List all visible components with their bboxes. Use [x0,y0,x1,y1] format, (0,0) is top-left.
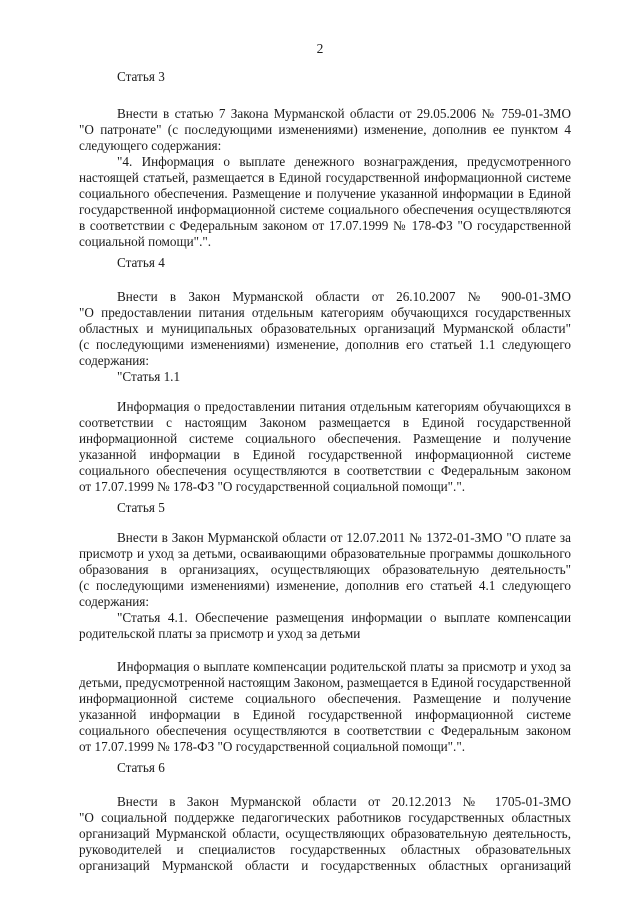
text-line: "О предоставлении питания отдельным категориям обучающихся государственных [79,305,571,320]
text-line: информационной системе социального обеспечения. Размещение и получение [79,691,571,706]
page-number: 2 [316,41,324,56]
text-line: государственной информационной системе социального обеспечения осуществляются [79,202,571,217]
text-line: родительской платы за присмотр и уход за детьми [79,626,361,641]
text-line: "Статья 1.1 [117,369,181,384]
text-line: от 17.07.1999 № 178-ФЗ "О государственной социальной помощи".". [79,739,466,754]
text-line: социального обеспечения. Размещение и получение указанной информации в Единой [79,186,571,201]
text-line: образования в организациях, осуществляющих образовательную деятельность" [79,562,571,577]
text-line: "О патронате" (с последующими изменениями) изменение, дополнив ее пунктом 4 [79,122,571,137]
text-line: указанной информации в Единой государственной информационной системе [79,707,571,722]
text-line: Внести в Закон Мурманской области от 12.07.2011 № 1372-01-ЗМО "О плате за [117,530,571,545]
article-heading: Статья 4 [117,255,165,270]
article-heading: Статья 6 [117,760,165,775]
text-line: социального обеспечения осуществляются в соответствии с Федеральным законом [79,463,571,478]
text-line: социального обеспечения осуществляются в соответствии с Федеральным законом [79,723,571,738]
text-line: (с последующими изменениями) изменение, дополнив его статьей 4.1 следующего [79,578,571,593]
text-line: детьми, предусмотренной настоящим Законом, размещается в Единой государственной [79,675,571,690]
text-line: (с последующими изменениями) изменение, дополнив его статьей 1.1 следующего [79,337,571,352]
text-line: социальной помощи".". [79,234,212,249]
text-line: следующего содержания: [79,138,222,153]
text-line: соответствии с настоящим Законом размещается в Единой государственной [79,415,571,430]
text-line: "О социальной поддержке педагогических работников государственных областных [79,810,571,825]
text-line: информационной системе социального обеспечения. Размещение и получение [79,431,571,446]
text-line: областных и муниципальных образовательных организаций Мурманской области" [79,321,571,336]
text-line: присмотр и уход за детьми, осваивающими образовательные программы дошкольного [79,546,571,561]
text-line: в соответствии с Федеральным законом от 17.07.1999 № 178-ФЗ "О государственной [79,218,571,233]
text-line: руководителей и специалистов государственных областных образовательных [79,842,571,857]
text-line: Информация о выплате компенсации родительской платы за присмотр и уход за [117,659,571,674]
text-line: организаций Мурманской области, осуществляющих образовательную деятельность, [79,826,571,841]
article-heading: Статья 3 [117,69,165,84]
text-line: "Статья 4.1. Обеспечение размещения информации о выплате компенсации [117,610,571,625]
text-line: Информация о предоставлении питания отдельным категориям обучающихся в [117,399,571,414]
text-line: "4. Информация о выплате денежного вознаграждения, предусмотренного [117,154,571,169]
text-line: от 17.07.1999 № 178-ФЗ "О государственной социальной помощи".". [79,479,466,494]
text-line: организаций Мурманской области и государственных областных организаций [79,858,571,873]
text-line: содержания: [79,594,150,609]
text-line: настоящей статьей, размещается в Единой государственной информационной системе [79,170,571,185]
text-line: указанной информации в Единой государственной информационной системе [79,447,571,462]
article-heading: Статья 5 [117,500,165,515]
text-line: Внести в статью 7 Закона Мурманской области от 29.05.2006 № 759-01-ЗМО [117,106,571,121]
text-line: содержания: [79,353,150,368]
text-line: Внести в Закон Мурманской области от 20.12.2013 № 1705-01-ЗМО [117,794,571,809]
text-line: Внести в Закон Мурманской области от 26.10.2007 № 900-01-ЗМО [117,289,571,304]
